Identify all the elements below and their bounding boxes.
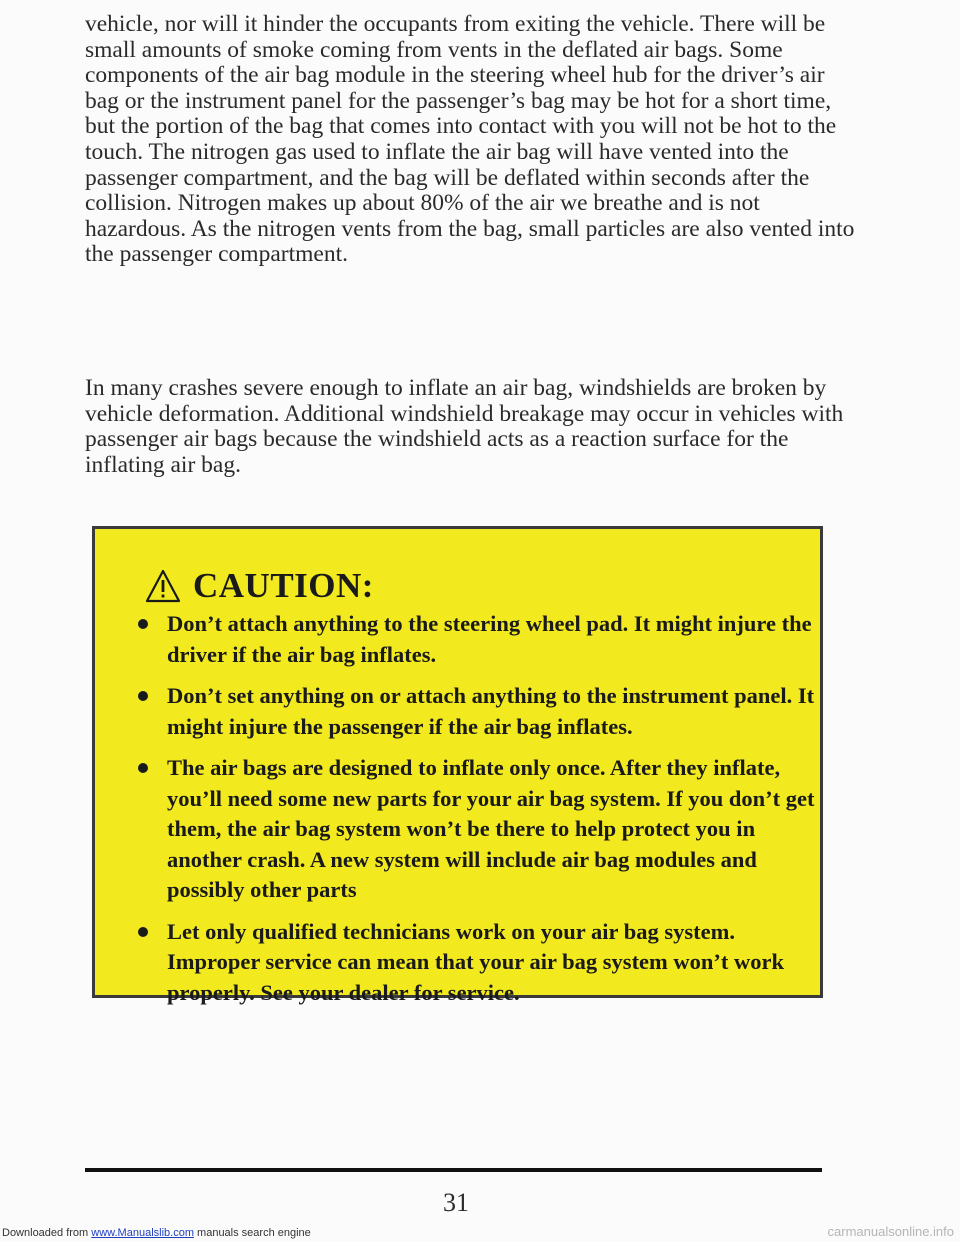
watermark: carmanualsonline.info [827,1224,954,1239]
caution-item [125,917,815,1009]
caution-box [92,526,823,1005]
caution-list [125,609,815,1019]
caution-item-text: Let only qualified technicians work on your air bag system. Improper service can mean that your air bag system won’t work properly. See your dealer for service. [167,918,785,1005]
download-banner [2,1227,311,1239]
footer-rule [85,1168,822,1172]
caution-title: CAUTION: [193,566,374,605]
bullet-icon [138,763,148,773]
caution-item [125,609,815,670]
warning-triangle-icon [145,569,181,603]
bullet-icon [138,619,148,629]
caution-heading [145,565,374,607]
body-paragraph-1: vehicle, nor will it hinder the occupants from exiting the vehicle. There will be small amounts of smoke coming from vents in the deflated air bags. Some components of the air bag module in the steering wheel hub for the driver’s air bag or the instrument panel for the passenger’s bag may be hot for a short time, but the portion of the bag that comes into contact with you will not be hot to the touch. The nitrogen gas used to inflate the air bag will have vented into the passenger compartment, and the bag will be deflated within seconds after the collision. Nitrogen makes up about 80% of the air we breathe and is not hazardous. As the nitrogen vents from the bag, small particles are also vented into the passenger compartment. [85,11,855,268]
caution-item-text: Don’t set anything on or attach anything to the instrument panel. It might injure the passenger if the air bag inflates. [167,683,815,739]
body-paragraph-2: In many crashes severe enough to inflate an air bag, windshields are broken by vehicle deformation. Additional windshield breakage may occur in vehicles with passenger air bags because the windshield acts as a reaction surface for the inflating air bag. [85,375,844,478]
bullet-icon [138,691,148,701]
download-banner-prefix: Downloaded from [2,1227,92,1239]
caution-item [125,681,815,742]
download-banner-suffix: manuals search engine [193,1227,311,1239]
page-number: 31 [443,1188,469,1217]
caution-item [125,753,815,906]
caution-item-text: Don’t attach anything to the steering wheel pad. It might injure the driver if the air bag inflates. [167,611,812,667]
bullet-icon [138,927,148,937]
manualslib-link[interactable]: www.Manualslib.com [91,1227,194,1239]
caution-item-text: The air bags are designed to inflate only once. After they inflate, you’ll need some new parts for your air bag system. If you don’t get them, the air bag system won’t be there to help protect you in another crash. A new system will include air bag modules and possibly other parts [167,755,815,902]
